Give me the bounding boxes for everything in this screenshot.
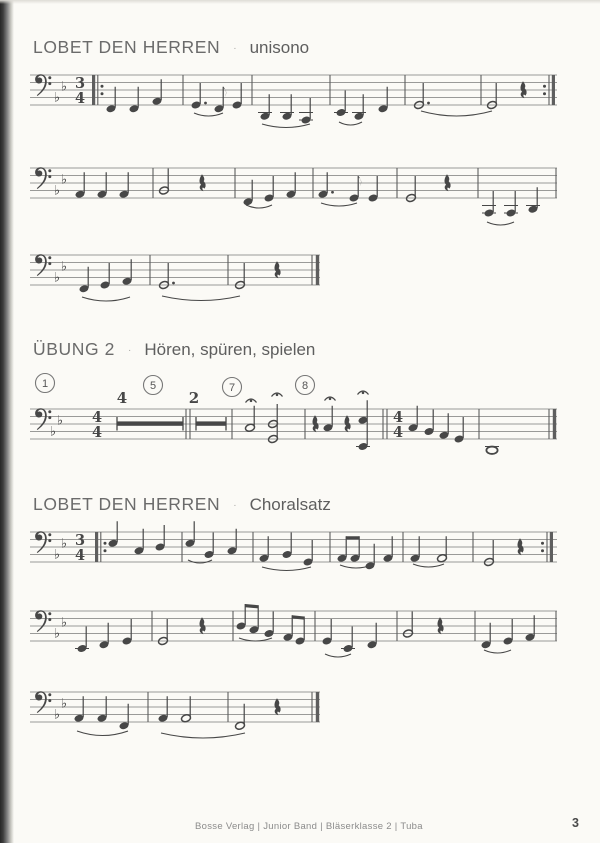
flat-sign: ♭ <box>60 259 68 275</box>
bass-clef-curl <box>35 610 47 632</box>
exercise-subtitle: Hören, spüren, spielen <box>144 340 316 359</box>
time-signature-numerator: 3 <box>74 532 86 549</box>
repeat-dot <box>541 549 544 552</box>
bass-clef-curl <box>35 167 47 189</box>
quarter-rest <box>200 175 206 191</box>
fermata-dot <box>250 400 253 403</box>
repeat-dot <box>104 542 107 545</box>
piece-title: LOBET DEN HERREN <box>33 494 221 514</box>
bass-clef-curl <box>35 254 47 276</box>
bass-clef-dot <box>48 416 51 419</box>
slur <box>262 124 310 128</box>
bass-clef-dot <box>48 410 51 413</box>
slur <box>421 111 492 116</box>
bass-clef-icon <box>35 254 51 276</box>
time-signature-denominator: 4 <box>74 90 86 107</box>
multimeasure-rest-bar <box>117 421 183 425</box>
slur <box>321 203 357 206</box>
slur <box>484 650 511 653</box>
bass-clef-dot <box>48 76 51 79</box>
augmentation-dot <box>427 102 430 105</box>
multimeasure-rest-count: 4 <box>116 389 128 407</box>
staff-system-unisono-line-3 <box>30 254 320 301</box>
piece-subtitle: Choralsatz <box>249 495 331 514</box>
quarter-rest <box>275 262 281 278</box>
repeat-dot <box>101 92 104 95</box>
bass-clef-dot <box>48 533 51 536</box>
time-signature-numerator: 3 <box>74 75 86 92</box>
bass-clef-icon <box>35 408 51 430</box>
cue-number: 7 <box>228 382 236 394</box>
repeat-dot <box>541 542 544 545</box>
cue-number: 1 <box>41 378 49 390</box>
flat-sign: ♭ <box>49 424 57 440</box>
flat-sign: ♭ <box>56 413 64 429</box>
bass-clef-curl <box>35 74 47 96</box>
staff-system-unisono-line-1 <box>30 74 557 127</box>
eighth-beam <box>245 604 258 608</box>
quarter-rest <box>445 175 451 191</box>
bass-clef-dot <box>48 256 51 259</box>
exercise-title: ÜBUNG 2 <box>33 339 115 359</box>
staff-system-choralsatz-line-1 <box>30 521 557 570</box>
slur <box>325 654 351 657</box>
final-barline-thick <box>316 692 319 722</box>
repeat-begin-thick <box>95 532 98 562</box>
repeat-dot <box>101 85 104 88</box>
time-signature-numerator: 4 <box>392 409 404 426</box>
multimeasure-rest-count: 2 <box>188 389 200 407</box>
slur <box>413 564 444 567</box>
fermata-dot <box>276 394 279 397</box>
bass-clef-dot <box>48 612 51 615</box>
quarter-rest <box>345 416 351 432</box>
slur <box>161 733 245 738</box>
bass-clef-curl <box>35 691 47 713</box>
repeat-dot <box>104 549 107 552</box>
piece-subtitle: unisono <box>249 38 310 57</box>
repeat-dot <box>543 85 546 88</box>
bass-clef-dot <box>48 693 51 696</box>
slur <box>188 560 212 563</box>
slur <box>82 297 130 301</box>
bass-clef-dot <box>48 175 51 178</box>
repeat-end-thick <box>550 532 553 562</box>
title-separator-dot: · <box>128 345 132 356</box>
fermata-dot <box>329 398 332 401</box>
time-signature-denominator: 4 <box>91 424 103 441</box>
repeat-end-thick <box>552 75 555 105</box>
eighth-beam <box>292 615 304 619</box>
staff-system-choralsatz-line-3 <box>30 691 320 738</box>
flat-sign: ♭ <box>60 696 68 712</box>
augmentation-dot <box>204 102 207 105</box>
flat-sign: ♭ <box>60 615 68 631</box>
fermata-dot <box>362 392 365 395</box>
bass-clef-dot <box>48 169 51 172</box>
title-separator-dot: · <box>233 500 237 511</box>
quarter-rest <box>313 416 319 432</box>
augmentation-dot <box>331 191 334 194</box>
slur <box>194 113 223 116</box>
bass-clef-dot <box>48 82 51 85</box>
bass-clef-dot <box>48 539 51 542</box>
bass-clef-icon <box>35 531 51 553</box>
quarter-rest <box>275 699 281 715</box>
quarter-rest <box>518 539 524 555</box>
slur <box>246 205 272 208</box>
footer-imprint: Bosse Verlag | Junior Band | Bläserklasse 2 | Tuba <box>195 821 423 832</box>
bass-clef-curl <box>35 408 47 430</box>
bass-clef-icon <box>35 74 51 96</box>
page-number: 3 <box>572 816 579 830</box>
flat-sign: ♭ <box>53 547 61 563</box>
repeat-dot <box>543 92 546 95</box>
time-signature-denominator: 4 <box>392 424 404 441</box>
slur <box>339 122 362 125</box>
bass-clef-dot <box>48 262 51 265</box>
multimeasure-rest-bar <box>196 421 226 425</box>
title-separator-dot: · <box>233 43 237 54</box>
bass-clef-dot <box>48 699 51 702</box>
flat-sign: ♭ <box>60 172 68 188</box>
slur <box>77 731 128 736</box>
eighth-beam <box>346 536 359 539</box>
flat-sign: ♭ <box>53 183 61 199</box>
staff-system-choralsatz-line-2 <box>30 604 557 657</box>
quarter-rest <box>521 82 527 98</box>
final-barline-thick <box>553 409 556 439</box>
flat-sign: ♭ <box>60 536 68 552</box>
flat-sign: ♭ <box>53 707 61 723</box>
time-signature-denominator: 4 <box>74 547 86 564</box>
cue-number: 5 <box>149 380 157 392</box>
quarter-rest <box>438 618 444 634</box>
repeat-begin-thick <box>92 75 95 105</box>
augmentation-dot <box>172 282 175 285</box>
quarter-rest <box>200 618 206 634</box>
bass-clef-curl <box>35 531 47 553</box>
piece-title: LOBET DEN HERREN <box>33 37 221 57</box>
cue-number: 8 <box>301 380 309 392</box>
bass-clef-icon <box>35 167 51 189</box>
flat-sign: ♭ <box>60 79 68 95</box>
slur <box>162 296 240 301</box>
bass-clef-icon <box>35 610 51 632</box>
flat-sign: ♭ <box>53 90 61 106</box>
bass-clef-icon <box>35 691 51 713</box>
slur <box>487 222 514 225</box>
flat-sign: ♭ <box>53 270 61 286</box>
whole-note <box>486 447 497 454</box>
staff-system-uebung-2-line <box>30 374 557 454</box>
slur <box>262 567 311 571</box>
time-signature-numerator: 4 <box>91 409 103 426</box>
staff-system-unisono-line-2 <box>30 167 557 225</box>
final-barline-thick <box>316 255 319 285</box>
flat-sign: ♭ <box>53 626 61 642</box>
bass-clef-dot <box>48 618 51 621</box>
